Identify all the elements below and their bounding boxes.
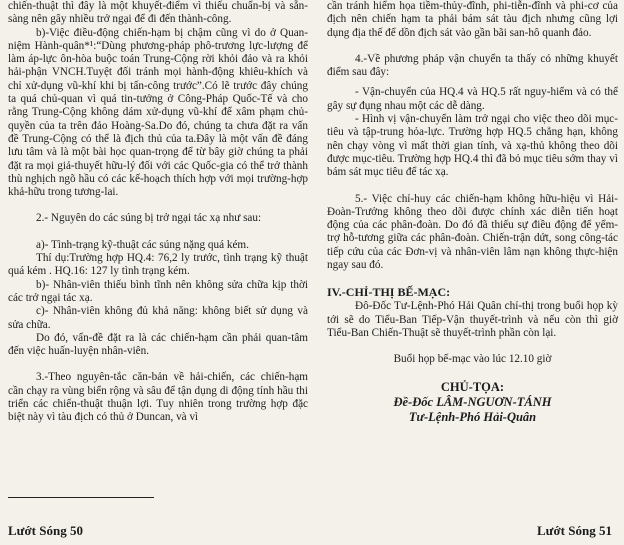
paragraph: - Vận-chuyển của HQ.4 và HQ.5 rất nguy-hiểm và có thể gây sự đụng nhau một các dễ dàng. (327, 86, 618, 112)
closing-line: Buổi họp bế-mạc vào lúc 12.10 giờ (393, 353, 552, 366)
paragraph: - Hình vị vận-chuyển làm trở ngại cho việc theo dõi mục-tiêu và tập-trung hỏa-lực. Trường hợp HQ.5 chẳng hạn, không nên chạy vòng vì mất thời gian tính, và xạ-thủ không theo dõi được mục-tiêu. Trường hợp HQ.4 thì đã bỏ mục tiêu sớm thay vì bám sát mục tiêu để tác xạ. (327, 113, 618, 179)
section-heading: IV.-CHỈ-THỊ BẾ-MẠC: (327, 285, 451, 300)
page-number-left: Lướt Sóng 50 (8, 523, 83, 538)
paragraph: b)-Việc điều-động chiến-hạm bị chậm cũng vì do ở Quan-niệm Hành-quân*¹:“Dùng phương-pháp phô-trương lực-lượng để làm áp-lực ôn-hòa buộc toán Trung-Cộng rời khỏi đảo và ra khỏi hải-phận VNCH.Tuyệt đối tránh mọi hành-động khiêu-khích và chỉ xử-dụng vũ-khí khi bị tấn-công trước”.Có lẽ trước đây chúng ta quá chủ-quan vì quá tin-tưởng ở Công-Pháp Quốc-Tế và cho rằng Trung-Cộng không dám xử-dụng vũ-khí để xâm phạm chủ-quyền của ta trên đảo Hoàng-Sa.Do đó, chúng ta chưa đặt ra vấn đề Trung-Cộng có thể là địch thủ của ta.Đây là một vấn đề đáng lưu tâm và là một bài học quan-trọng để từ bây giờ chúng ta phải đặt ra mọi giả-thuyết hữu-lý đối với các Quốc-gia có thể trở thành thù nghịch ngõ hầu có các kế-hoạch thích hợp với mọi trường-hợp khả-hữu trong tương-lai. (8, 26, 308, 199)
right-page-text (327, 0, 618, 425)
paragraph: 2.- Nguyên do các súng bị trở ngại tác xạ như sau: (36, 212, 262, 225)
footnote-divider (8, 497, 154, 498)
paragraph: Thí dụ:Trường hợp HQ.4: 76,2 ly trước, tình trạng kỹ thuật quá kém . HQ.16: 127 ly tình trạng kém. (8, 252, 308, 278)
paragraph: chiến-thuật thì đây là một khuyết-điểm vì thiếu chuẩn-bị và sẵn-sàng nên gây nhiều trở ngại để đi đến thành-công. (8, 0, 308, 26)
chair-position: Tư-Lệnh-Phó Hải-Quân (408, 409, 537, 424)
paragraph: Do đó, vấn-đề đặt ra là các chiến-hạm cần phải quan-tâm đến việc huấn-luyện nhân-viên. (8, 331, 308, 358)
page-number-right: Lướt Sóng 51 (537, 523, 612, 538)
paragraph: c)- Nhân-viên không đủ khả năng: không biết sử dụng và sửa chữa. (8, 305, 308, 331)
paragraph: a)- Tình-trạng kỹ-thuật các súng nặng quá kém. (36, 238, 249, 251)
paragraph: b)- Nhân-viên thiếu bình tĩnh nên không sửa chữa kịp thời các trở ngại tác xạ. (8, 278, 308, 304)
paragraph: 4.-Về phương pháp vận chuyển ta thấy có những khuyết điểm sau đây: (327, 52, 618, 79)
chair-title: CHỦ-TỌA: (440, 379, 505, 394)
paragraph: 3.-Theo nguyên-tắc căn-bản về hải-chiến, các chiến-hạm cần chạy ra vùng biển rộng và sâu để tận dụng di động tính hầu thi triển các chiến-thuật thuận lợi. Tuy nhiên trong trường hợp đặc biệt này vì tàu địch có thủ ở Duncan, và vì (8, 371, 308, 424)
paragraph: 5.- Việc chỉ-huy các chiến-hạm không hữu-hiệu vì Hải-Đoàn-Trưởng không theo dõi được chính xác diễn tiến hoạt động của các phân-đoàn. Do đó đã thiếu sự điều động để yểm-trợ hỗ-tương giữa các phân-đoàn. Chiến-trận dứt, song công-tác tiếp cứu của các Đơn-vị và nhân-viên lâm nạn không thực-hiện ngay sau đó. (327, 192, 618, 272)
chair-name: Đề-Đốc LÂM-NGUƠN-TÁNH (393, 394, 552, 409)
paragraph: cần tránh hiểm họa tiềm-thủy-đĩnh, phi-tiễn-đĩnh và phi-cơ của địch nên chiến hạm ta phải bám sát tàu địch nhưng cũng lợi dụng địa thế để dồn địch sát vào gần bãi san-hô quanh đảo. (327, 0, 618, 39)
paragraph: Đô-Đốc Tư-Lệnh-Phó Hải Quân chỉ-thị trong buổi họp kỳ tới sẽ do Tiểu-Ban Tiếp-Vận thuyết-trình và nếu còn thì giờ Tiểu-Ban Chiến-Thuật sẽ thuyết-trình phần còn lại. (327, 300, 618, 339)
left-page-text (8, 0, 308, 425)
